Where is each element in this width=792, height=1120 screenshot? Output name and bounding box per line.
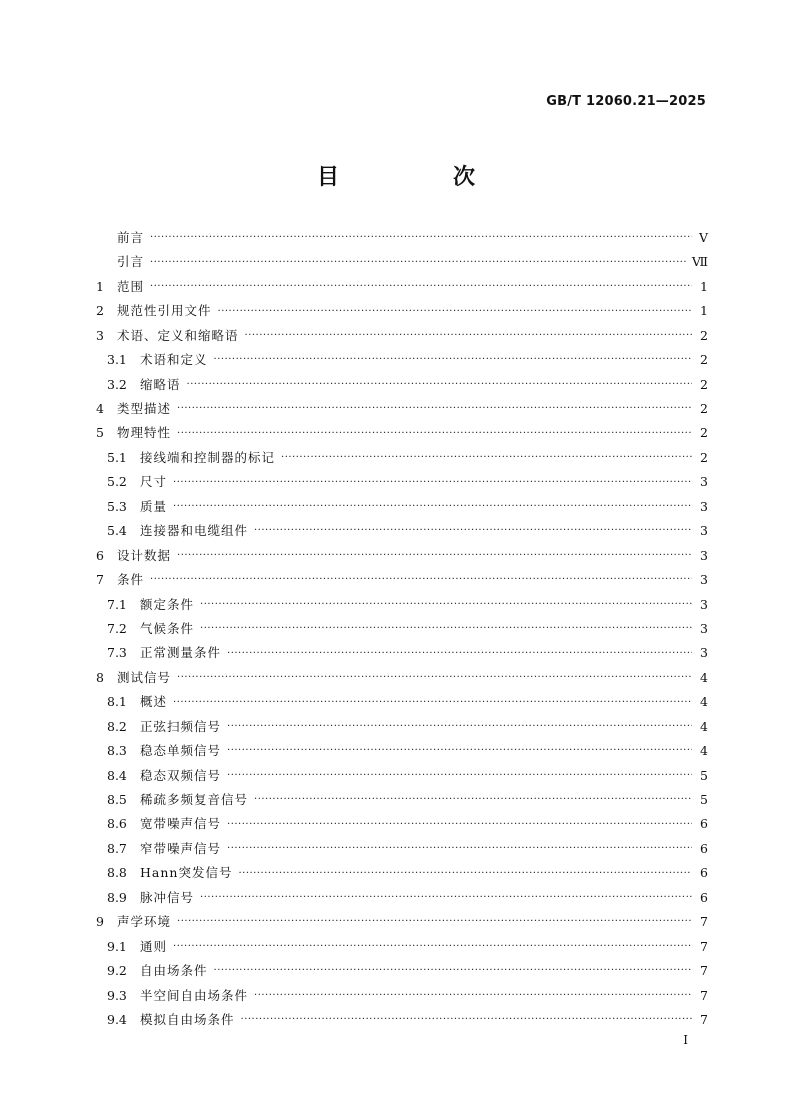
toc-entry-title: 缩略语 xyxy=(140,376,181,392)
toc-entry[interactable] xyxy=(96,275,708,299)
toc-dot-leader xyxy=(150,282,692,292)
toc-entry[interactable] xyxy=(96,250,708,274)
toc-entry-number: 9.4 xyxy=(107,1011,127,1027)
toc-entry-number: 8.5 xyxy=(107,792,127,808)
toc-entry-title: 设计数据 xyxy=(117,547,172,563)
toc-entry-title: 半空间自由场条件 xyxy=(140,987,249,1003)
toc-entry-title: 稳态单频信号 xyxy=(140,743,222,759)
toc-entry[interactable] xyxy=(96,470,708,494)
toc-entry-page: 3 xyxy=(700,523,708,539)
toc-entry[interactable] xyxy=(96,397,708,421)
toc-dot-leader xyxy=(227,649,692,659)
toc-dot-leader xyxy=(218,307,692,317)
toc-dot-leader xyxy=(254,526,692,536)
toc-entry-page: 3 xyxy=(700,474,708,490)
toc-entry-number: 5.2 xyxy=(107,474,127,490)
toc-entry[interactable] xyxy=(96,715,708,739)
toc-entry[interactable] xyxy=(96,959,708,983)
toc-dot-leader xyxy=(177,917,692,927)
toc-entry-page: 4 xyxy=(700,743,708,759)
toc-entry[interactable] xyxy=(96,984,708,1008)
toc-entry[interactable] xyxy=(96,837,708,861)
toc-dot-leader xyxy=(227,844,692,854)
toc-entry-number: 8.8 xyxy=(107,865,127,881)
toc-entry-title: 稀疏多频复音信号 xyxy=(140,792,249,808)
toc-entry-page: 3 xyxy=(700,596,708,612)
toc-entry-title: 连接器和电缆组件 xyxy=(140,523,249,539)
toc-entry-title: 前言 xyxy=(117,229,145,245)
toc-entry[interactable] xyxy=(96,935,708,959)
toc-entry-page: 5 xyxy=(700,767,708,783)
toc-entry-title: 尺寸 xyxy=(140,474,168,490)
toc-entry-page: 6 xyxy=(700,816,708,832)
toc-entry-title: 质量 xyxy=(140,498,168,514)
toc-entry-number: 7.1 xyxy=(107,596,127,612)
toc-dot-leader xyxy=(173,502,692,512)
toc-entry-page: 3 xyxy=(700,620,708,636)
toc-entry-page: 2 xyxy=(700,449,708,465)
toc-entry-number: 9.3 xyxy=(107,987,127,1003)
toc-entry-page: 7 xyxy=(700,987,708,1003)
toc-entry[interactable] xyxy=(96,886,708,910)
toc-dot-leader xyxy=(241,1015,692,1025)
toc-entry-page: 2 xyxy=(700,376,708,392)
toc-dot-leader xyxy=(254,991,692,1001)
toc-entry-number: 5.1 xyxy=(107,449,127,465)
toc-dot-leader xyxy=(200,893,692,903)
toc-entry-title: 稳态双频信号 xyxy=(140,767,222,783)
toc-dot-leader xyxy=(150,575,692,585)
toc-entry-title: 自由场条件 xyxy=(140,963,208,979)
toc-dot-leader xyxy=(227,820,692,830)
toc-entry-title: 宽带噪声信号 xyxy=(140,816,222,832)
toc-entry-page: 2 xyxy=(700,425,708,441)
toc-entry[interactable] xyxy=(96,1008,708,1032)
toc-entry-title: 物理特性 xyxy=(117,425,172,441)
toc-entry[interactable] xyxy=(96,666,708,690)
toc-entry[interactable] xyxy=(96,861,708,885)
toc-entry-title: 模拟自由场条件 xyxy=(140,1011,235,1027)
toc-entry[interactable] xyxy=(96,813,708,837)
toc-entry-number: 8.3 xyxy=(107,743,127,759)
toc-entry-page: 7 xyxy=(700,938,708,954)
toc-entry-title: 额定条件 xyxy=(140,596,195,612)
toc-entry-title: 气候条件 xyxy=(140,620,195,636)
toc-entry-number: 8.7 xyxy=(107,840,127,856)
toc-dot-leader xyxy=(254,795,692,805)
toc-entry-page: 6 xyxy=(700,889,708,905)
toc-entry-page: 2 xyxy=(700,352,708,368)
toc-entry[interactable] xyxy=(96,299,708,323)
toc-dot-leader xyxy=(200,624,692,634)
toc-entry-page: 6 xyxy=(700,865,708,881)
toc-entry-page: 3 xyxy=(700,645,708,661)
toc-dot-leader xyxy=(214,966,692,976)
toc-entry-number: 7.2 xyxy=(107,620,127,636)
toc-entry[interactable] xyxy=(96,568,708,592)
toc-entry-page: 5 xyxy=(700,792,708,808)
toc-entry[interactable] xyxy=(96,324,708,348)
toc-dot-leader xyxy=(281,453,692,463)
toc-dot-leader xyxy=(177,429,692,439)
toc-entry-page: 4 xyxy=(700,669,708,685)
toc-entry-page: Ⅶ xyxy=(691,254,708,270)
toc-entry-number: 8.9 xyxy=(107,889,127,905)
toc-entry-page: 3 xyxy=(700,547,708,563)
toc-entry-page: 7 xyxy=(700,963,708,979)
toc-entry-title: 正弦扫频信号 xyxy=(140,718,222,734)
toc-entry[interactable] xyxy=(96,348,708,372)
toc-entry-title: 通则 xyxy=(140,938,168,954)
toc-entry-page: 4 xyxy=(700,694,708,710)
toc-dot-leader xyxy=(173,698,692,708)
toc-entry-number: 8.2 xyxy=(107,718,127,734)
toc-entry[interactable] xyxy=(96,422,708,446)
toc-entry-number: 8.1 xyxy=(107,694,127,710)
toc-entry-title: 窄带噪声信号 xyxy=(140,840,222,856)
toc-dot-leader xyxy=(227,771,692,781)
toc-entry-page: 2 xyxy=(700,327,708,343)
toc-entry-page: 7 xyxy=(700,914,708,930)
toc-dot-leader xyxy=(177,551,692,561)
toc-dot-leader xyxy=(238,869,692,879)
toc-dot-leader xyxy=(245,331,692,341)
toc-entry-title: 术语和定义 xyxy=(140,352,208,368)
toc-dot-leader xyxy=(173,942,692,952)
toc-entry-number: 4 xyxy=(96,401,104,417)
toc-entry-number: 1 xyxy=(96,278,104,294)
toc-dot-leader xyxy=(227,746,692,756)
toc-entry-title: 声学环境 xyxy=(117,914,172,930)
toc-entry-title: 脉冲信号 xyxy=(140,889,195,905)
toc-entry-page: 7 xyxy=(700,1011,708,1027)
toc-dot-leader xyxy=(227,722,692,732)
toc-entry-number: 8 xyxy=(96,669,104,685)
toc-entry-page: 2 xyxy=(700,401,708,417)
toc-entry[interactable] xyxy=(96,641,708,665)
toc-entry-title: 测试信号 xyxy=(117,669,172,685)
toc-entry-number: 8.4 xyxy=(107,767,127,783)
toc-entry-number: 7 xyxy=(96,572,104,588)
toc-entry-number: 5.4 xyxy=(107,523,127,539)
toc-entry-number: 3.1 xyxy=(107,352,127,368)
toc-dot-leader xyxy=(177,673,692,683)
toc-entry-number: 7.3 xyxy=(107,645,127,661)
toc-entry-title: 规范性引用文件 xyxy=(117,303,212,319)
toc-dot-leader xyxy=(150,258,686,268)
table-of-contents xyxy=(96,226,708,1032)
toc-entry-number: 9 xyxy=(96,914,104,930)
toc-entry-number: 8.6 xyxy=(107,816,127,832)
toc-dot-leader xyxy=(187,380,692,390)
toc-entry-title: 引言 xyxy=(117,254,145,270)
standard-code: GB/T 12060.21—2025 xyxy=(546,94,706,109)
toc-dot-leader xyxy=(214,355,692,365)
toc-entry-number: 3 xyxy=(96,327,104,343)
toc-entry-title: 术语、定义和缩略语 xyxy=(117,327,239,343)
toc-entry[interactable] xyxy=(96,593,708,617)
toc-dot-leader xyxy=(150,233,692,243)
toc-entry[interactable] xyxy=(96,910,708,934)
toc-entry-page: 1 xyxy=(700,278,708,294)
toc-entry-number: 5 xyxy=(96,425,104,441)
toc-entry[interactable] xyxy=(96,764,708,788)
toc-entry-title: Hann突发信号 xyxy=(140,865,233,881)
toc-entry-page: 6 xyxy=(700,840,708,856)
toc-entry-title: 条件 xyxy=(117,572,145,588)
toc-dot-leader xyxy=(200,600,692,610)
toc-entry-title: 类型描述 xyxy=(117,401,172,417)
toc-entry-page: 3 xyxy=(700,498,708,514)
toc-dot-leader xyxy=(173,478,692,488)
toc-entry-number: 2 xyxy=(96,303,104,319)
toc-entry-title: 范围 xyxy=(117,278,145,294)
toc-entry-page: 3 xyxy=(700,572,708,588)
toc-entry-number: 6 xyxy=(96,547,104,563)
toc-entry[interactable] xyxy=(96,617,708,641)
toc-entry-number: 5.3 xyxy=(107,498,127,514)
toc-dot-leader xyxy=(177,404,692,414)
toc-entry-title: 接线端和控制器的标记 xyxy=(140,449,276,465)
toc-entry[interactable] xyxy=(96,690,708,714)
toc-entry[interactable] xyxy=(96,519,708,543)
toc-entry-title: 正常测量条件 xyxy=(140,645,222,661)
toc-entry[interactable] xyxy=(96,544,708,568)
toc-entry[interactable] xyxy=(96,446,708,470)
toc-entry-title: 概述 xyxy=(140,694,168,710)
toc-entry[interactable] xyxy=(96,495,708,519)
toc-entry[interactable] xyxy=(96,373,708,397)
toc-entry-page: 4 xyxy=(700,718,708,734)
toc-entry-page: Ⅴ xyxy=(698,229,708,245)
toc-entry[interactable] xyxy=(96,739,708,763)
page-number: I xyxy=(683,1033,688,1047)
toc-entry[interactable] xyxy=(96,788,708,812)
toc-entry[interactable] xyxy=(96,226,708,250)
toc-entry-page: 1 xyxy=(700,303,708,319)
toc-entry-number: 9.1 xyxy=(107,938,127,954)
page-title: 目 次 xyxy=(316,165,521,190)
toc-entry-number: 3.2 xyxy=(107,376,127,392)
toc-entry-number: 9.2 xyxy=(107,963,127,979)
